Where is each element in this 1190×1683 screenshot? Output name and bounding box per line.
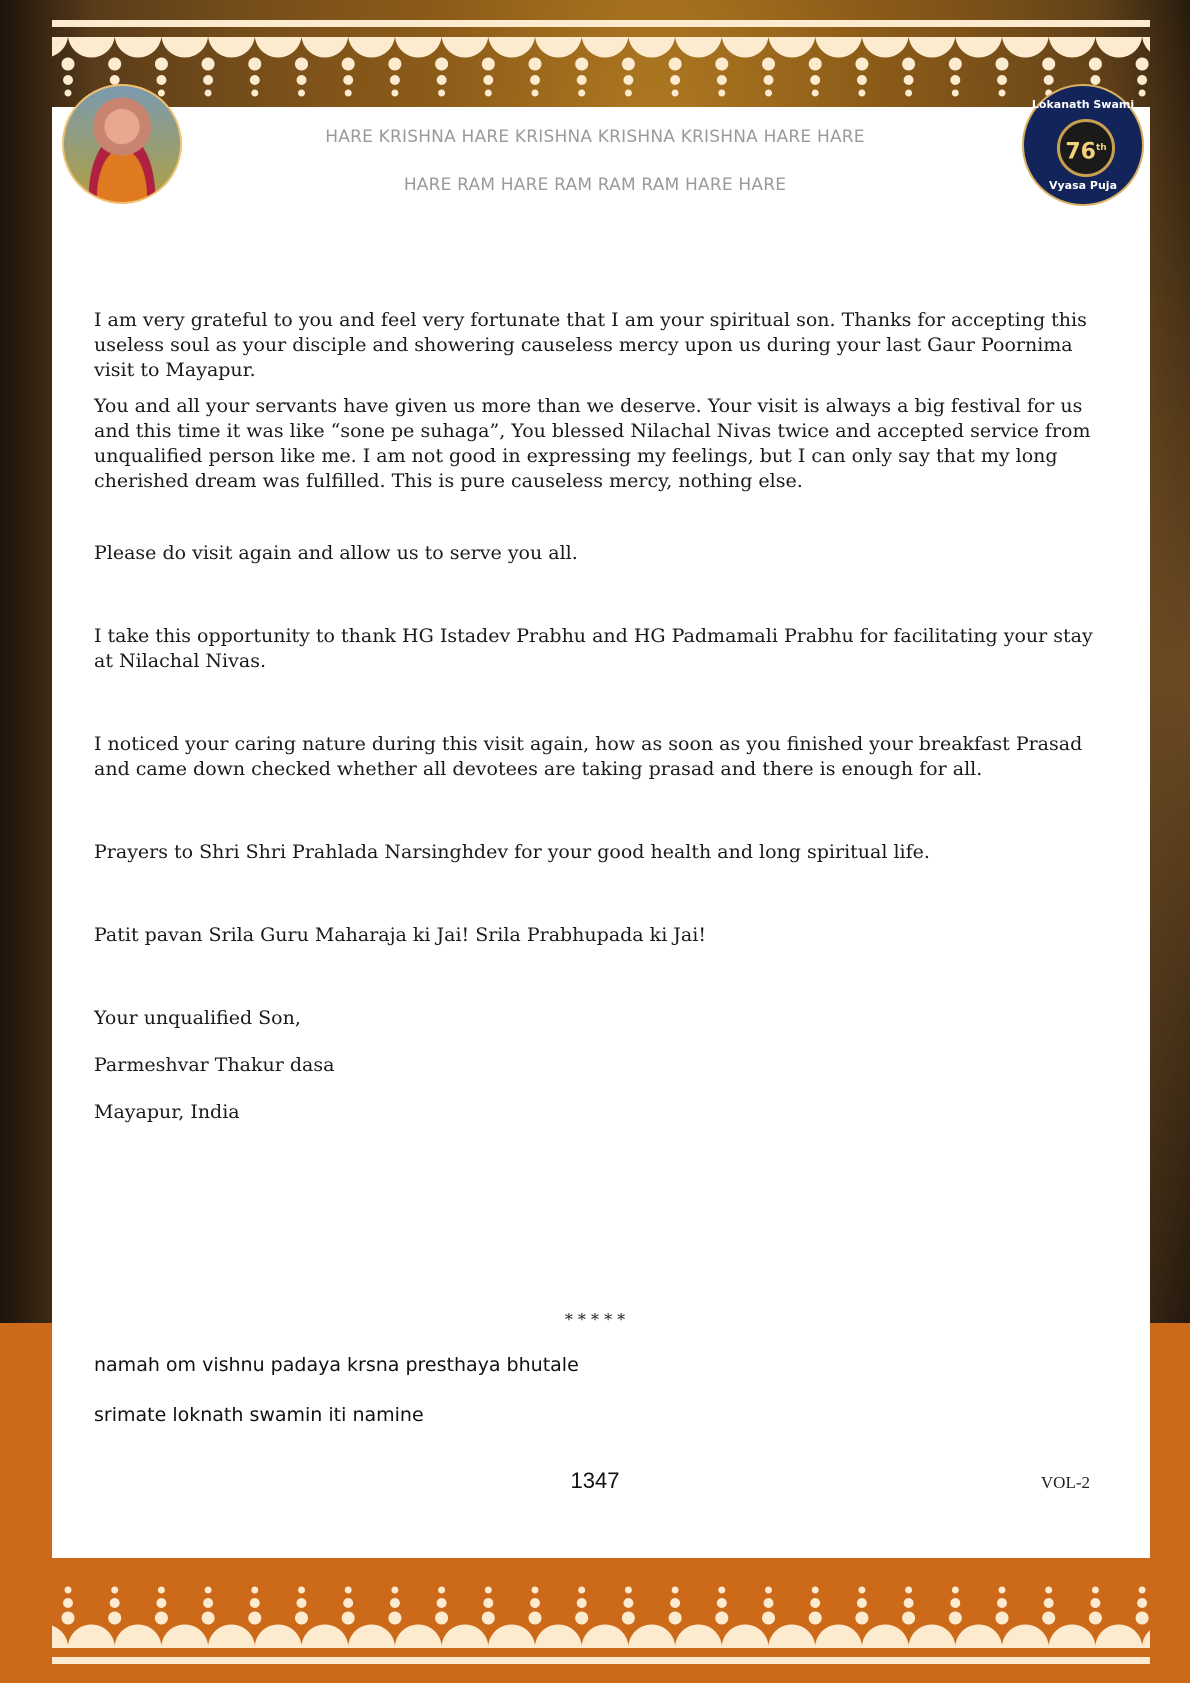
- scallop: [68, 11, 115, 58]
- dot: [952, 90, 959, 97]
- scallop: [1049, 11, 1096, 58]
- dot: [298, 90, 305, 97]
- scallop: [208, 11, 255, 58]
- dot: [248, 1612, 261, 1625]
- scallop: [1002, 11, 1049, 58]
- dot: [156, 75, 166, 85]
- verse-line-2: srimate loknath swamin iti namine: [94, 1404, 424, 1426]
- dot: [855, 58, 868, 71]
- dot: [155, 1612, 168, 1625]
- scallop: [628, 11, 675, 58]
- dot: [622, 1612, 635, 1625]
- scallop: [21, 11, 68, 58]
- dot: [1139, 1587, 1146, 1594]
- dot: [482, 58, 495, 71]
- dot: [765, 1587, 772, 1594]
- scallop: [301, 1625, 348, 1672]
- scallop: [255, 11, 302, 58]
- location: Mayapur, India: [94, 1101, 240, 1123]
- dot: [485, 1587, 492, 1594]
- dot: [295, 58, 308, 71]
- scallop: [1095, 11, 1142, 58]
- dot: [715, 1612, 728, 1625]
- dot: [345, 90, 352, 97]
- dot: [1089, 58, 1102, 71]
- badge-top-text: Lokanath Swami: [1031, 98, 1135, 111]
- dot: [205, 1587, 212, 1594]
- dot: [905, 1587, 912, 1594]
- dot: [530, 1598, 540, 1608]
- dot: [1139, 90, 1146, 97]
- scallop: [348, 1625, 395, 1672]
- dot: [345, 1587, 352, 1594]
- dot: [1137, 75, 1147, 85]
- dot: [202, 58, 215, 71]
- dot: [997, 75, 1007, 85]
- dot: [1044, 1598, 1054, 1608]
- dot: [62, 1612, 75, 1625]
- dot: [812, 90, 819, 97]
- dot: [997, 1598, 1007, 1608]
- dot: [435, 1612, 448, 1625]
- dot: [388, 1612, 401, 1625]
- paragraph: I noticed your caring nature during this visit again, how as soon as you finished your breakfast Prasad and came down checked whether all devotees are taking prasad and there is enough for all.: [94, 733, 1083, 780]
- paragraph: Prayers to Shri Shri Prahlada Narsinghdev for your good health and long spiritual life.: [94, 841, 930, 863]
- dot: [156, 1598, 166, 1608]
- dot: [251, 1587, 258, 1594]
- dot: [999, 1587, 1006, 1594]
- dot: [575, 1612, 588, 1625]
- dot: [203, 1598, 213, 1608]
- dot: [1090, 1598, 1100, 1608]
- dot: [1044, 75, 1054, 85]
- dot: [530, 75, 540, 85]
- dot: [810, 75, 820, 85]
- mantra-line-1: HARE KRISHNA HARE KRISHNA KRISHNA KRISHNA HARE HARE: [325, 127, 865, 147]
- dot: [297, 75, 307, 85]
- scallop: [815, 11, 862, 58]
- scallop: [862, 11, 909, 58]
- dot: [438, 90, 445, 97]
- dot: [950, 75, 960, 85]
- scallop: [301, 11, 348, 58]
- dot: [485, 90, 492, 97]
- dot: [482, 1612, 495, 1625]
- scallop: [1095, 1625, 1142, 1672]
- scallop: [862, 1625, 909, 1672]
- scallop: [1142, 1625, 1189, 1672]
- scallop: [1002, 1625, 1049, 1672]
- dot: [1136, 58, 1149, 71]
- scallop: [955, 11, 1002, 58]
- dot: [578, 90, 585, 97]
- scallop: [0, 11, 21, 58]
- dot: [717, 75, 727, 85]
- dot: [902, 1612, 915, 1625]
- dot: [996, 1612, 1009, 1625]
- dot: [949, 58, 962, 71]
- dot: [110, 1598, 120, 1608]
- scallop: [955, 1625, 1002, 1672]
- scallop: [0, 1625, 21, 1672]
- dot: [1045, 1587, 1052, 1594]
- dot: [65, 1587, 72, 1594]
- scallop: [675, 1625, 722, 1672]
- dot: [717, 1598, 727, 1608]
- dot: [764, 75, 774, 85]
- dot: [483, 75, 493, 85]
- dot: [902, 58, 915, 71]
- dot: [623, 75, 633, 85]
- dot: [999, 90, 1006, 97]
- dot: [250, 75, 260, 85]
- bottom-border-decoration: [0, 1558, 1190, 1683]
- dot: [248, 58, 261, 71]
- scallop: [535, 1625, 582, 1672]
- scallop: [395, 11, 442, 58]
- dot: [437, 75, 447, 85]
- scallop: [768, 1625, 815, 1672]
- scallop: [395, 1625, 442, 1672]
- dot: [996, 58, 1009, 71]
- scallop: [68, 1625, 115, 1672]
- dot: [1136, 1612, 1149, 1625]
- scallop: [628, 1625, 675, 1672]
- mantra-line-2: HARE RAM HARE RAM RAM RAM HARE HARE: [403, 175, 787, 195]
- dot: [857, 75, 867, 85]
- dot: [532, 90, 539, 97]
- dot: [158, 90, 165, 97]
- dot: [857, 1598, 867, 1608]
- dot: [63, 75, 73, 85]
- dot: [63, 1598, 73, 1608]
- dot: [529, 58, 542, 71]
- scallop: [722, 1625, 769, 1672]
- dot: [949, 1612, 962, 1625]
- page-number: 1347: [570, 1468, 620, 1493]
- dot: [575, 58, 588, 71]
- scallop: [208, 1625, 255, 1672]
- scallop: [582, 1625, 629, 1672]
- paragraph: I take this opportunity to thank HG Istadev Prabhu and HG Padmamali Prabhu for facilitating your stay at Nilachal Nivas.: [94, 625, 1093, 672]
- dot: [205, 90, 212, 97]
- dot: [532, 1587, 539, 1594]
- dot: [765, 90, 772, 97]
- dot: [623, 1598, 633, 1608]
- dot: [155, 58, 168, 71]
- dot: [1090, 75, 1100, 85]
- dot: [905, 90, 912, 97]
- top-border-decoration: [0, 0, 1190, 107]
- dot: [295, 1612, 308, 1625]
- paragraph: You and all your servants have given us more than we deserve. Your visit is always a big festival for us and this time it was like “sone pe suhaga”, You blessed Nilachal Nivas twice and accepted service from unqualified person like me. I am not good in expressing my feelings, but I can only say that my long cherished dream was fulfilled. This is pure causeless mercy, nothing else.: [94, 395, 1091, 492]
- closing: Your unqualified Son,: [94, 1007, 301, 1029]
- dot: [342, 58, 355, 71]
- scallop: [161, 11, 208, 58]
- scallop: [441, 11, 488, 58]
- scallop: [348, 11, 395, 58]
- scallop: [161, 1625, 208, 1672]
- dot: [65, 90, 72, 97]
- scallop: [115, 1625, 162, 1672]
- dot: [578, 1587, 585, 1594]
- scallop: [488, 11, 535, 58]
- scallop: [582, 11, 629, 58]
- dot: [577, 1598, 587, 1608]
- dot: [715, 58, 728, 71]
- dot: [391, 1587, 398, 1594]
- dot: [62, 58, 75, 71]
- scallop: [441, 1625, 488, 1672]
- top-bar: [52, 20, 1150, 27]
- dot: [108, 1612, 121, 1625]
- dot: [625, 1587, 632, 1594]
- bottom-bar: [52, 1657, 1150, 1664]
- dot: [764, 1598, 774, 1608]
- badge-number: 76th: [1057, 119, 1115, 177]
- volume-label: VOL-2: [1040, 1473, 1090, 1492]
- dot: [437, 1598, 447, 1608]
- dot: [904, 75, 914, 85]
- dot: [950, 1598, 960, 1608]
- scallop: [488, 1625, 535, 1672]
- dot: [577, 75, 587, 85]
- dot: [390, 1598, 400, 1608]
- scallop: [115, 11, 162, 58]
- scallop: [1049, 1625, 1096, 1672]
- dot: [343, 75, 353, 85]
- dot: [670, 1598, 680, 1608]
- dot: [529, 1612, 542, 1625]
- dot: [669, 1612, 682, 1625]
- dot: [203, 75, 213, 85]
- paragraph: I am very grateful to you and feel very fortunate that I am your spiritual son. Thanks for accepting this useless soul as your disciple and showering causeless mercy upon us during your last Gaur Poornima visit to Mayapur.: [94, 309, 1087, 381]
- dot: [438, 1587, 445, 1594]
- dot: [202, 1612, 215, 1625]
- dot: [343, 1598, 353, 1608]
- dot: [812, 1587, 819, 1594]
- paragraph: Patit pavan Srila Guru Maharaja ki Jai! Srila Prabhupada ki Jai!: [94, 924, 706, 946]
- dot: [858, 90, 865, 97]
- dot: [762, 58, 775, 71]
- dot: [251, 90, 258, 97]
- scallop: [1142, 11, 1189, 58]
- dot: [904, 1598, 914, 1608]
- scallop: [815, 1625, 862, 1672]
- dot: [855, 1612, 868, 1625]
- separator: * * * * *: [564, 1310, 626, 1329]
- dot: [390, 75, 400, 85]
- scallop: [255, 1625, 302, 1672]
- dot: [435, 58, 448, 71]
- dot: [622, 58, 635, 71]
- badge-bottom-text: Vyasa Puja: [1049, 179, 1117, 192]
- dot: [298, 1587, 305, 1594]
- dot: [108, 58, 121, 71]
- dot: [718, 1587, 725, 1594]
- dot: [391, 90, 398, 97]
- dot: [1089, 1612, 1102, 1625]
- dot: [670, 75, 680, 85]
- dot: [669, 58, 682, 71]
- dot: [388, 58, 401, 71]
- paragraph: Please do visit again and allow us to serve you all.: [94, 542, 578, 564]
- dot: [1092, 1587, 1099, 1594]
- signature: Parmeshvar Thakur dasa: [94, 1054, 335, 1076]
- scallop: [768, 11, 815, 58]
- dot: [672, 1587, 679, 1594]
- scallop: [21, 1625, 68, 1672]
- dot: [1042, 1612, 1055, 1625]
- dot: [250, 1598, 260, 1608]
- scallop: [675, 11, 722, 58]
- dot: [111, 1587, 118, 1594]
- dot: [1042, 58, 1055, 71]
- dot: [952, 1587, 959, 1594]
- dot: [809, 58, 822, 71]
- dot: [342, 1612, 355, 1625]
- scallop: [722, 11, 769, 58]
- scallop: [535, 11, 582, 58]
- dot: [809, 1612, 822, 1625]
- dot: [672, 90, 679, 97]
- dot: [297, 1598, 307, 1608]
- dot: [858, 1587, 865, 1594]
- dot: [762, 1612, 775, 1625]
- dot: [718, 90, 725, 97]
- verse-line-1: namah om vishnu padaya krsna presthaya bhutale: [94, 1354, 579, 1376]
- scallop: [908, 11, 955, 58]
- scallop: [908, 1625, 955, 1672]
- dot: [1137, 1598, 1147, 1608]
- dot: [810, 1598, 820, 1608]
- dot: [158, 1587, 165, 1594]
- dot: [625, 90, 632, 97]
- dot: [483, 1598, 493, 1608]
- letter-body: [94, 308, 1094, 1125]
